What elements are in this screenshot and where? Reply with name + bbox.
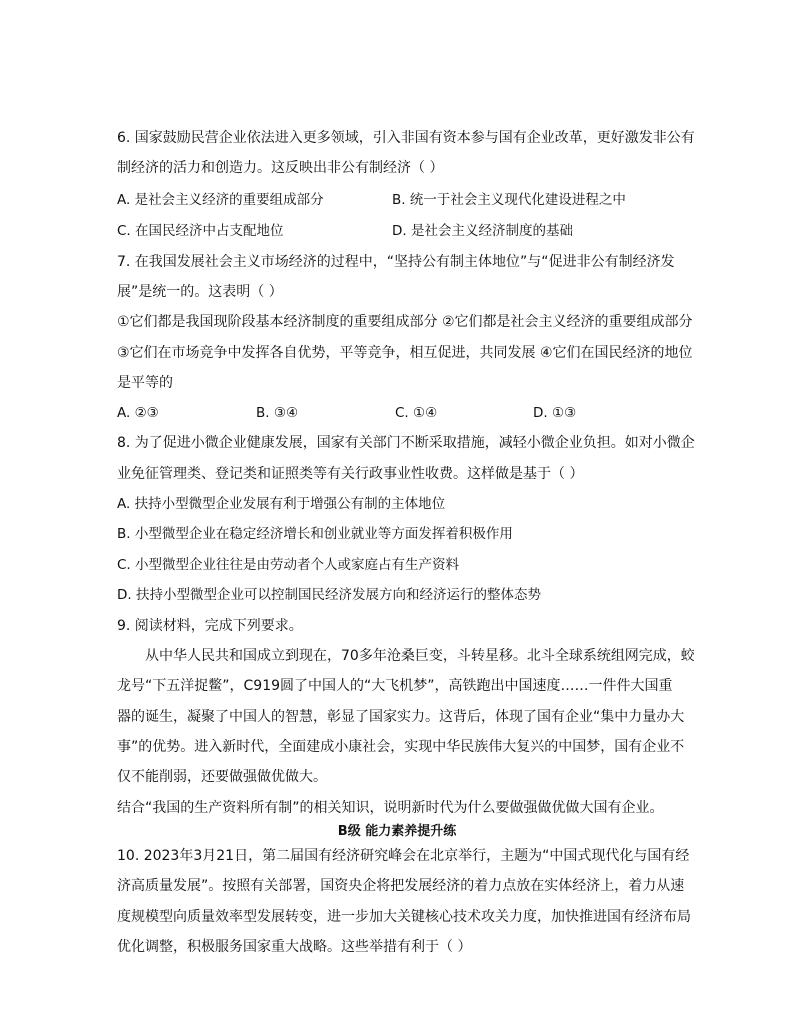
q7-statement-line3: 是平等的: [117, 375, 173, 391]
section-heading: B级 能力素养提升练: [337, 824, 457, 839]
q7-statement-line2: ③它们在市场竞争中发挥各自优势，平等竞争，相互促进，共同发展 ④它们在国民经济的地位: [117, 345, 693, 361]
q8-option-a: A. 扶持小型微型企业发展有利于增强公有制的主体地位: [117, 496, 446, 512]
q7-option-b: B. ③④: [256, 405, 299, 421]
q10-stem-line4: 优化调整，积极服务国家重大战略。这些举措有利于（ ）: [117, 939, 472, 955]
q6-stem-line1: 6. 国家鼓励民营企业依法进入更多领域，引入非国有资本参与国有企业改革，更好激发非公有: [117, 130, 695, 146]
q8-option-d: D. 扶持小型微型企业可以控制国民经济发展方向和经济运行的整体态势: [117, 587, 541, 603]
q8-option-c: C. 小型微型企业往往是由劳动者个人或家庭占有生产资料: [117, 557, 460, 573]
q6-option-d: D. 是社会主义经济制度的基础: [392, 223, 573, 239]
q9-material-line3: 器的诞生，凝聚了中国人的智慧，彰显了国家实力。这背后，体现了国有企业“集中力量办大: [117, 709, 685, 725]
q10-stem-line1: 10. 2023年3月21日，第二届国有经济研究峰会在北京举行，主题为“中国式现代化与国有经: [117, 848, 690, 864]
q7-statement-line1: ①它们都是我国现阶段基本经济制度的重要组成部分 ②它们都是社会主义经济的重要组成部分: [117, 314, 693, 330]
q6-option-a: A. 是社会主义经济的重要组成部分: [117, 192, 324, 208]
q9-material-line4: 事”的优势。进入新时代，全面建成小康社会，实现中华民族伟大复兴的中国梦，国有企业不: [117, 739, 685, 755]
q9-stem: 9. 阅读材料，完成下列要求。: [117, 618, 303, 634]
q6-option-c: C. 在国民经济中占支配地位: [117, 223, 284, 239]
q9-material-line5: 仅不能削弱，还要做强做优做大。: [117, 769, 327, 785]
q7-option-d: D. ①③: [533, 405, 577, 421]
q9-material-line2: 龙号“下五洋捉鳖”，C919圆了中国人的“大飞机梦”，高铁跑出中国速度……一件件大国重: [117, 678, 673, 694]
q6-option-b: B. 统一于社会主义现代化建设进程之中: [392, 192, 626, 208]
q7-option-c: C. ①④: [395, 405, 438, 421]
q8-stem-line1: 8. 为了促进小微企业健康发展，国家有关部门不断采取措施，减轻小微企业负担。如对小微企: [117, 435, 695, 451]
q7-option-a: A. ②③: [117, 405, 159, 421]
q10-stem-line2: 济高质量发展”。按照有关部署，国资央企将把发展经济的着力点放在实体经济上，着力从速: [117, 878, 685, 894]
q6-stem-line2: 制经济的活力和创造力。这反映出非公有制经济（ ）: [117, 160, 444, 176]
q8-stem-line2: 业免征管理类、登记类和证照类等有关行政事业性收费。这样做是基于（ ）: [117, 466, 584, 482]
q9-task: 结合“我国的生产资料所有制”的相关知识，说明新时代为什么要做强做优做大国有企业。: [117, 800, 664, 816]
q10-stem-line3: 度规模型向质量效率型发展转变，进一步加大关键核心技术攻关力度，加快推进国有经济布局: [117, 909, 691, 925]
q9-material-line1: 从中华人民共和国成立到现在，70多年沧桑巨变，斗转星移。北斗全球系统组网完成，蛟: [145, 648, 695, 664]
q7-stem-line1: 7. 在我国发展社会主义市场经济的过程中，“坚持公有制主体地位”与“促进非公有制经济发: [117, 254, 675, 270]
q7-stem-line2: 展”是统一的。这表明（ ）: [117, 284, 283, 300]
q8-option-b: B. 小型微型企业在稳定经济增长和创业就业等方面发挥着积极作用: [117, 526, 513, 542]
